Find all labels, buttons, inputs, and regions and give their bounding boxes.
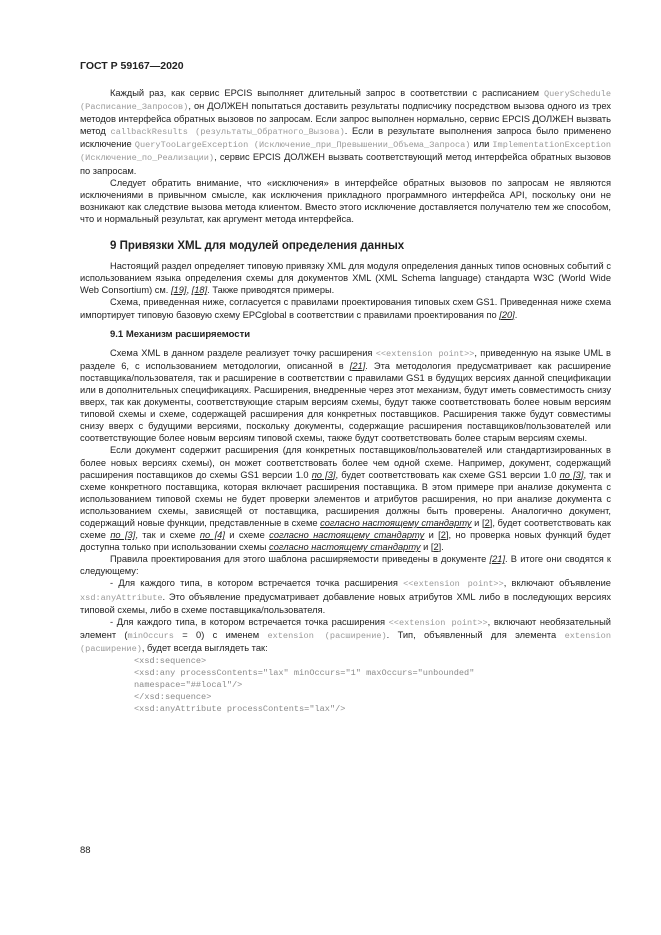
text: . Эта методология предусматривает как расширение поставщика/пользователя, так и расширение в соответствии с правилами GS1 в будущих версиях данной спецификации или в дополнительных спецификациях. Расширения, внедренные через этот механизм, будут иметь совместимость снизу вверх, так как документы, соответствующие старым версиям схемы, будут также соответствовать более новым версиям типовой схемы и схеме, содержащей расширения для конкретных поставщиков. Расширения также будут совместимы снизу вверх с будущими версиями, поскольку документы, содержащие расширения поставщиков/пользователей или соответствующие более новым версиям типовой схемы, также будут соответствовать более старым версиям схемы. [80, 360, 612, 444]
reference-link[interactable]: по [3] [559, 469, 584, 480]
text: . Это объявление предусматривает добавление новых атрибутов XML либо в последующих версиях типовой схемы, либо в схеме поставщика/пользователя. [80, 591, 611, 615]
text: и [ [420, 542, 434, 553]
text: и схеме [224, 530, 270, 541]
reference-link[interactable]: [19] [170, 285, 187, 296]
code-term: <<extension point>> [375, 348, 475, 359]
code-line: </xsd:sequence> [134, 692, 212, 703]
text: Если документ содержит расширения (для конкретных поставщиков/пользователей или стандартизированных в более новых версиях схемы), он может соответствовать более чем одной схеме. Например, документ, содержащий расширения поставщиков до схемы GS1 версии 1.0 [80, 445, 611, 480]
page-number: 88 [80, 845, 91, 856]
paragraph [80, 444, 611, 553]
text: , он ДОЛЖЕН попытаться доставить результаты подписчику посредством вызова одного из трех методов интерфейса обратных вызовов по запросам. Если запрос выполнен нормально, сервис EPCIS ДОЛЖЕН вызвать метод [80, 101, 611, 137]
text: . В итоге они сводятся к следующему: [80, 554, 611, 577]
list-item [80, 577, 611, 615]
text: , приведенную на языке UML в разделе 6, с использованием методологии, описанной в [80, 347, 611, 371]
text: , включают объявление [503, 578, 611, 589]
text: - Для каждого типа, в котором встречается точка расширения [110, 578, 404, 589]
text: Каждый раз, как сервис EPCIS выполняет длительный запрос в соответствии с расписанием [110, 88, 544, 98]
text: . Также приводятся примеры. [207, 285, 335, 296]
text: , [186, 285, 192, 296]
paragraph [80, 347, 611, 445]
text: , включают необязательный элемент ( [80, 616, 611, 640]
paragraph [80, 260, 611, 296]
text: , так и схеме конкретного поставщика, которая включает расширения поставщика. В этом примере при анализе документа с использованием типовой схемы не будет проверки элементов и атрибутов расширения, но при анализе документа с использованием схемы, зависящей от поставщика, расширения должны быть проверены. Аналогично документ, содержащий новые функции, представленные в схеме [80, 469, 612, 528]
text: ]. [438, 542, 444, 553]
text: ], но проверка новых функций будет доступна только при использовании схемы [80, 530, 611, 553]
reference-link[interactable]: 2 [433, 542, 439, 553]
standard-header: ГОСТ Р 59167—2020 [80, 60, 184, 72]
text: Правила проектирования для этого шаблона расширяемости приведены в документе [110, 554, 490, 565]
text: Схема, приведенная ниже, согласуется с правилами проектирования типовых схем GS1. Приведенная ниже схема импортирует типовую базовую схему EPCglobal в соответствии с правилами проектирования по [80, 297, 611, 320]
code-term: callbackResults (результаты_Обратного_Вызова) [110, 127, 345, 138]
reference-link[interactable]: согласно настоящему стандарту [269, 542, 421, 553]
code-line: <xsd:anyAttribute processContents="lax"/> [134, 704, 346, 715]
code-term: QuerySchedule (Расписание_Запросов) [80, 89, 611, 113]
text: , будет соответствовать как схеме GS1 версии 1.0 [335, 469, 560, 480]
paragraph [80, 296, 611, 320]
reference-link[interactable]: согласно настоящему стандарту [269, 530, 425, 541]
code-term: QueryTooLargeException (Исключение_при_Превышении_Объема_Запроса) [134, 140, 471, 151]
reference-link[interactable]: 2 [484, 518, 490, 528]
text: - Для каждого типа, в котором встречается точка расширения [110, 616, 389, 627]
text: . Тип, объявленный для элемента [386, 629, 565, 640]
text: Схема XML в данном разделе реализует точку расширения [110, 347, 376, 358]
code-term: xsd:anyAttribute [80, 592, 163, 603]
text: = 0) с именем [173, 629, 268, 640]
text: и [ [471, 518, 485, 528]
text: Настоящий раздел определяет типовую привязку XML для модуля определения данных типов основных событий с использованием языка определения схемы для документов XML (XML Schema language) стандарта W3C (World Wide Web Consortium) см. [80, 261, 611, 296]
code-term: minOccurs [127, 630, 174, 641]
code-term: <<extension point>> [403, 579, 504, 590]
text: и [ [424, 530, 441, 541]
code-term: extension (расширение) [80, 630, 611, 654]
reference-link[interactable]: [21] [489, 554, 506, 565]
code-term: extension (расширение) [267, 630, 387, 641]
reference-link[interactable]: по [3] [110, 530, 136, 541]
code-line: namespace="##local"/> [134, 680, 243, 691]
reference-link[interactable]: по [4] [199, 530, 225, 541]
text: , будет всегда выглядеть так: [141, 642, 268, 653]
text: . Если в результате выполнения запроса было применено исключение [80, 126, 612, 150]
reference-link[interactable]: 2 [440, 530, 446, 541]
reference-link[interactable]: согласно настоящему стандарту [320, 518, 472, 528]
reference-link[interactable]: [18] [191, 285, 208, 296]
text: , сервис EPCIS ДОЛЖЕН вызвать соответствующий метод интерфейса обратных вызовов по запросам. [80, 152, 611, 176]
text: ], будет соответствовать как схеме [80, 518, 611, 541]
reference-link[interactable]: [21] [349, 360, 366, 371]
paragraph [80, 87, 611, 177]
reference-link[interactable]: по [3] [311, 469, 336, 480]
text: или [470, 139, 493, 150]
code-block [80, 655, 611, 715]
text: , так и схеме [135, 530, 200, 541]
paragraph: Следует обратить внимание, что «исключения» в интерфейсе обратных вызовов по запросам не являются исключениями в привычном смысле, как исключения прикладного программного интерфейса API, поскольку они не возникают как следствие вызова метода клиентом. Вместо этого исключение доставляется получателю тем же способом, что и нормальный результат, как аргумент метода интерфейса. [80, 177, 611, 224]
document-body [80, 87, 611, 716]
list-item [80, 616, 611, 655]
code-line: <xsd:any processContents="lax" minOccurs="1" maxOccurs="unbounded" [134, 668, 475, 679]
reference-link[interactable]: [20] [499, 309, 515, 320]
section-heading: 9 Привязки XML для модулей определения данных [110, 240, 405, 253]
text: . [514, 309, 518, 320]
subsection-heading: 9.1 Механизм расширяемости [110, 328, 251, 340]
code-term: ImplementationException (Исключение_по_Реализации) [80, 140, 612, 164]
code-term: <<extension point>> [388, 617, 488, 628]
paragraph [80, 553, 611, 577]
code-line: <xsd:sequence> [134, 656, 207, 667]
